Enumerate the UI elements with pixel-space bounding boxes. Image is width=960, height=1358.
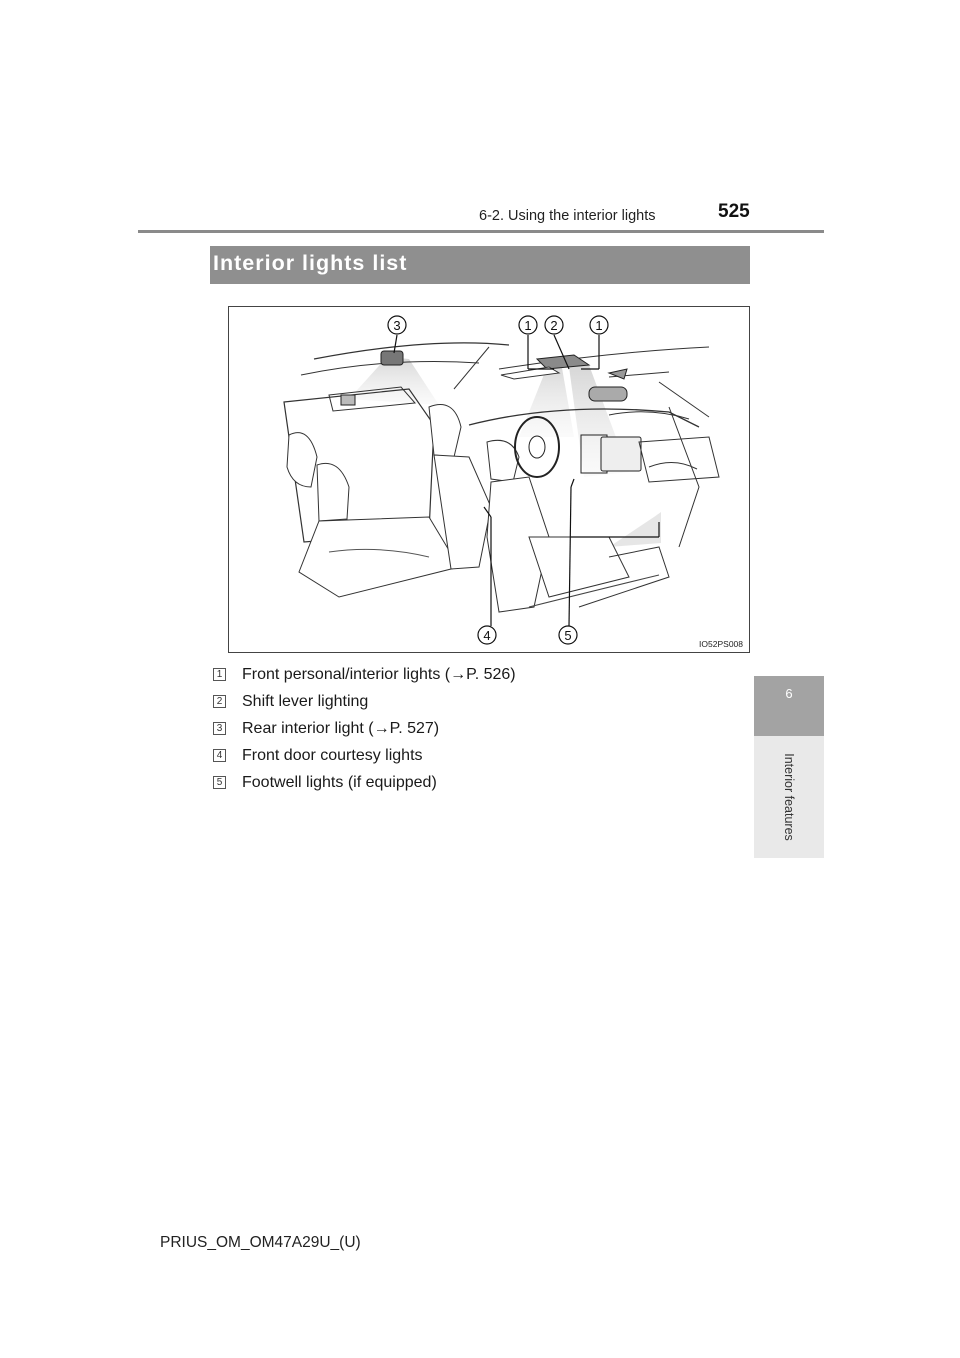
chapter-tab [754, 676, 824, 736]
svg-text:3: 3 [393, 318, 401, 333]
callout-3 [388, 316, 406, 334]
legend-text: Rear interior light (→P. 527) [242, 719, 440, 737]
legend-text: Front door courtesy lights [242, 746, 423, 764]
svg-text:4: 4 [483, 628, 491, 643]
svg-text:1: 1 [595, 318, 603, 333]
page-number: 525 [718, 201, 750, 222]
callout-1b [590, 316, 608, 334]
legend-number: 1 [213, 668, 226, 681]
legend-number: 4 [213, 749, 226, 762]
page-title: Interior lights list [213, 251, 408, 275]
legend-item [213, 715, 516, 742]
callout-2 [545, 316, 563, 334]
legend-item [213, 742, 516, 769]
header-rule [138, 230, 824, 233]
legend-number: 5 [213, 776, 226, 789]
legend-text: Shift lever lighting [242, 692, 369, 710]
svg-text:5: 5 [564, 628, 572, 643]
legend-number: 2 [213, 695, 226, 708]
callout-4 [478, 626, 496, 644]
interior-illustration [228, 306, 750, 653]
callout-5 [559, 626, 577, 644]
legend-item [213, 769, 516, 796]
document-code: PRIUS_OM_OM47A29U_(U) [160, 1234, 361, 1251]
chapter-label: Interior features [782, 753, 796, 841]
legend-item [213, 661, 516, 688]
legend-list [213, 661, 516, 796]
legend-item [213, 688, 516, 715]
car-interior-drawing [229, 307, 751, 654]
callout-1a [519, 316, 537, 334]
chapter-number: 6 [785, 686, 793, 701]
figure-code: IO52PS008 [699, 639, 743, 649]
svg-text:1: 1 [524, 318, 532, 333]
section-title: 6-2. Using the interior lights [479, 208, 656, 224]
svg-text:2: 2 [550, 318, 558, 333]
legend-number: 3 [213, 722, 226, 735]
legend-text: Front personal/interior lights (→P. 526) [242, 665, 516, 683]
legend-text: Footwell lights (if equipped) [242, 773, 437, 791]
